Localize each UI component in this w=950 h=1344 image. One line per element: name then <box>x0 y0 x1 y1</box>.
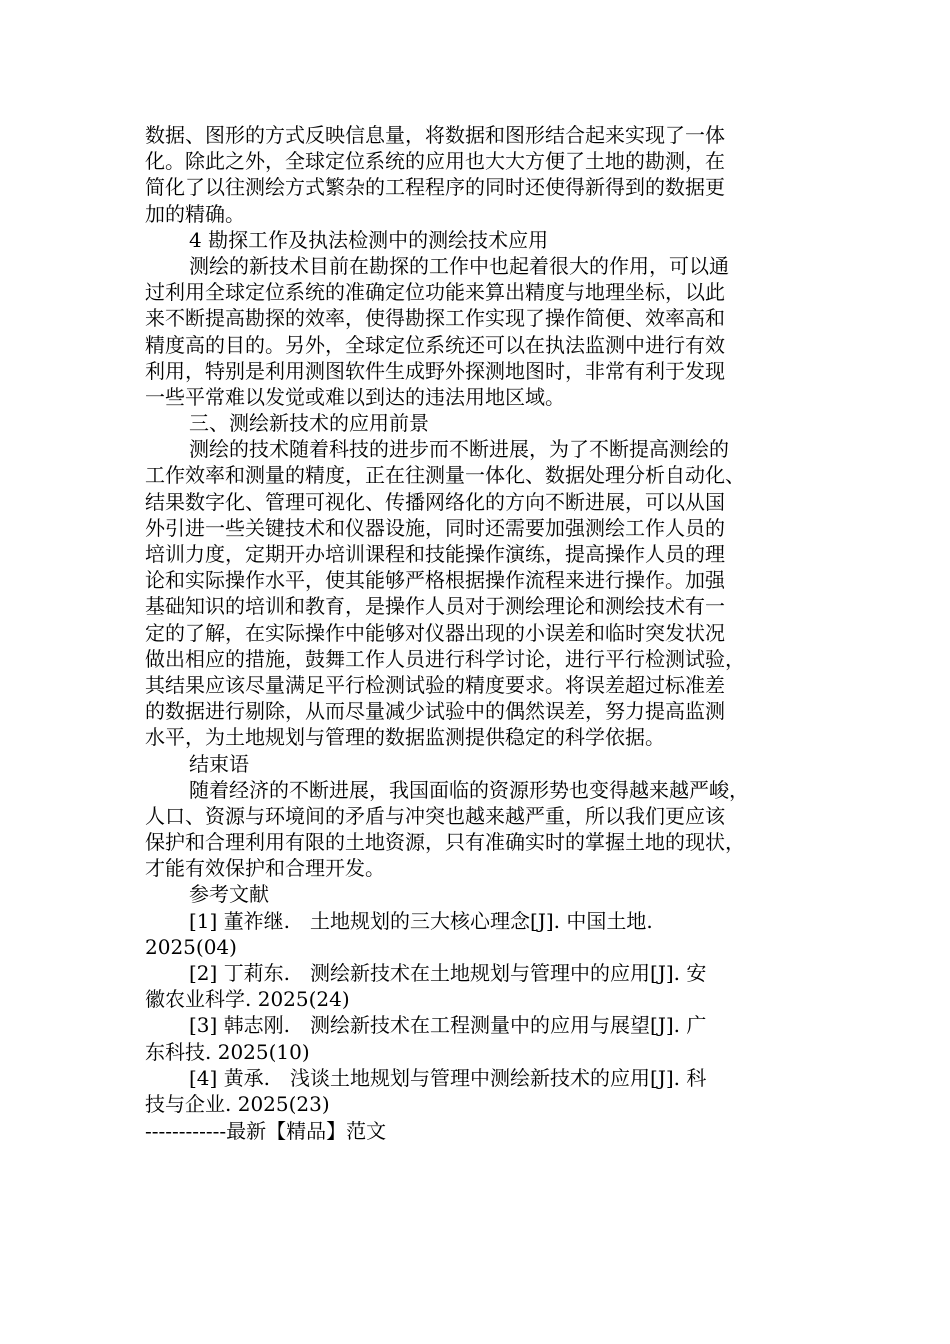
text-line: 加的精确。 <box>145 201 245 226</box>
text-line: 做出相应的措施，鼓舞工作人员进行科学讨论，进行平行检测试验， <box>145 646 745 671</box>
text-line: 测绘的新技术目前在勘探的工作中也起着很大的作用，可以通 <box>189 253 729 278</box>
text-line: 过利用全球定位系统的准确定位功能来算出精度与地理坐标，以此 <box>145 280 725 305</box>
text-line: 其结果应该尽量满足平行检测试验的精度要求。将误差超过标准差 <box>145 672 725 697</box>
text-line: [3] 韩志刚. 测绘新技术在工程测量中的应用与展望[J]. 广 <box>189 1013 707 1038</box>
text-line: 随着经济的不断进展，我国面临的资源形势也变得越来越严峻， <box>189 777 749 802</box>
text-line: 利用，特别是利用测图软件生成野外探测地图时，非常有利于发现 <box>145 358 725 383</box>
footer-text: ------------最新【精品】范文 <box>145 1119 387 1143</box>
text-line: 论和实际操作水平，使其能够严格根据操作流程来进行操作。加强 <box>145 568 725 593</box>
text-line: 才能有效保护和合理开发。 <box>145 856 385 881</box>
text-line: 来不断提高勘探的效率，使得勘探工作实现了操作简便、效率高和 <box>145 306 725 331</box>
text-line: 精度高的目的。另外，全球定位系统还可以在执法监测中进行有效 <box>145 332 725 357</box>
text-line: 基础知识的培训和教育，是操作人员对于测绘理论和测绘技术有一 <box>145 594 725 619</box>
text-line: 工作效率和测量的精度，正在往测量一体化、数据处理分析自动化、 <box>145 463 745 488</box>
text-line: 结果数字化、管理可视化、传播网络化的方向不断进展，可以从国 <box>145 489 725 514</box>
text-line: 一些平常难以发觉或难以到达的违法用地区域。 <box>145 384 565 409</box>
document-body <box>145 122 810 1117</box>
text-line: 培训力度，定期开办培训课程和技能操作演练，提高操作人员的理 <box>145 542 725 566</box>
text-line: 2025(04) <box>145 934 237 959</box>
text-line: 4 勘探工作及执法检测中的测绘技术应用 <box>189 227 549 252</box>
text-line: 保护和合理利用有限的土地资源，只有准确实时的掌握土地的现状， <box>145 830 745 855</box>
text-line: 外引进一些关键技术和仪器设施，同时还需要加强测绘工作人员的 <box>145 515 725 540</box>
text-line: 技与企业. 2025(23) <box>145 1091 330 1116</box>
text-line: [2] 丁莉东. 测绘新技术在土地规划与管理中的应用[J]. 安 <box>189 961 707 985</box>
text-line: [1] 董祚继. 土地规划的三大核心理念[J]. 中国土地. <box>189 908 653 933</box>
text-line: [4] 黄承. 浅谈土地规划与管理中测绘新技术的应用[J]. 科 <box>189 1065 707 1090</box>
text-line: 徽农业科学. 2025(24) <box>145 987 350 1012</box>
text-line: 东科技. 2025(10) <box>145 1039 310 1064</box>
text-line: 三、测绘新技术的应用前景 <box>189 411 429 436</box>
text-line: 参考文献 <box>189 882 269 907</box>
text-line: 数据、图形的方式反映信息量，将数据和图形结合起来实现了一体 <box>145 123 725 147</box>
text-line: 测绘的技术随着科技的进步而不断进展，为了不断提高测绘的 <box>189 437 729 462</box>
text-line: 化。除此之外，全球定位系统的应用也大大方便了土地的勘测，在 <box>145 149 725 174</box>
text-line: 结束语 <box>189 751 249 776</box>
text-line: 人口、资源与环境间的矛盾与冲突也越来越严重，所以我们更应该 <box>145 803 725 828</box>
text-line: 定的了解，在实际操作中能够对仪器出现的小误差和临时突发状况 <box>145 620 725 645</box>
text-line: 水平，为土地规划与管理的数据监测提供稳定的科学依据。 <box>145 725 665 750</box>
text-line: 简化了以往测绘方式繁杂的工程程序的同时还使得新得到的数据更 <box>145 175 725 200</box>
text-line: 的数据进行剔除，从而尽量减少试验中的偶然误差，努力提高监测 <box>145 699 725 724</box>
